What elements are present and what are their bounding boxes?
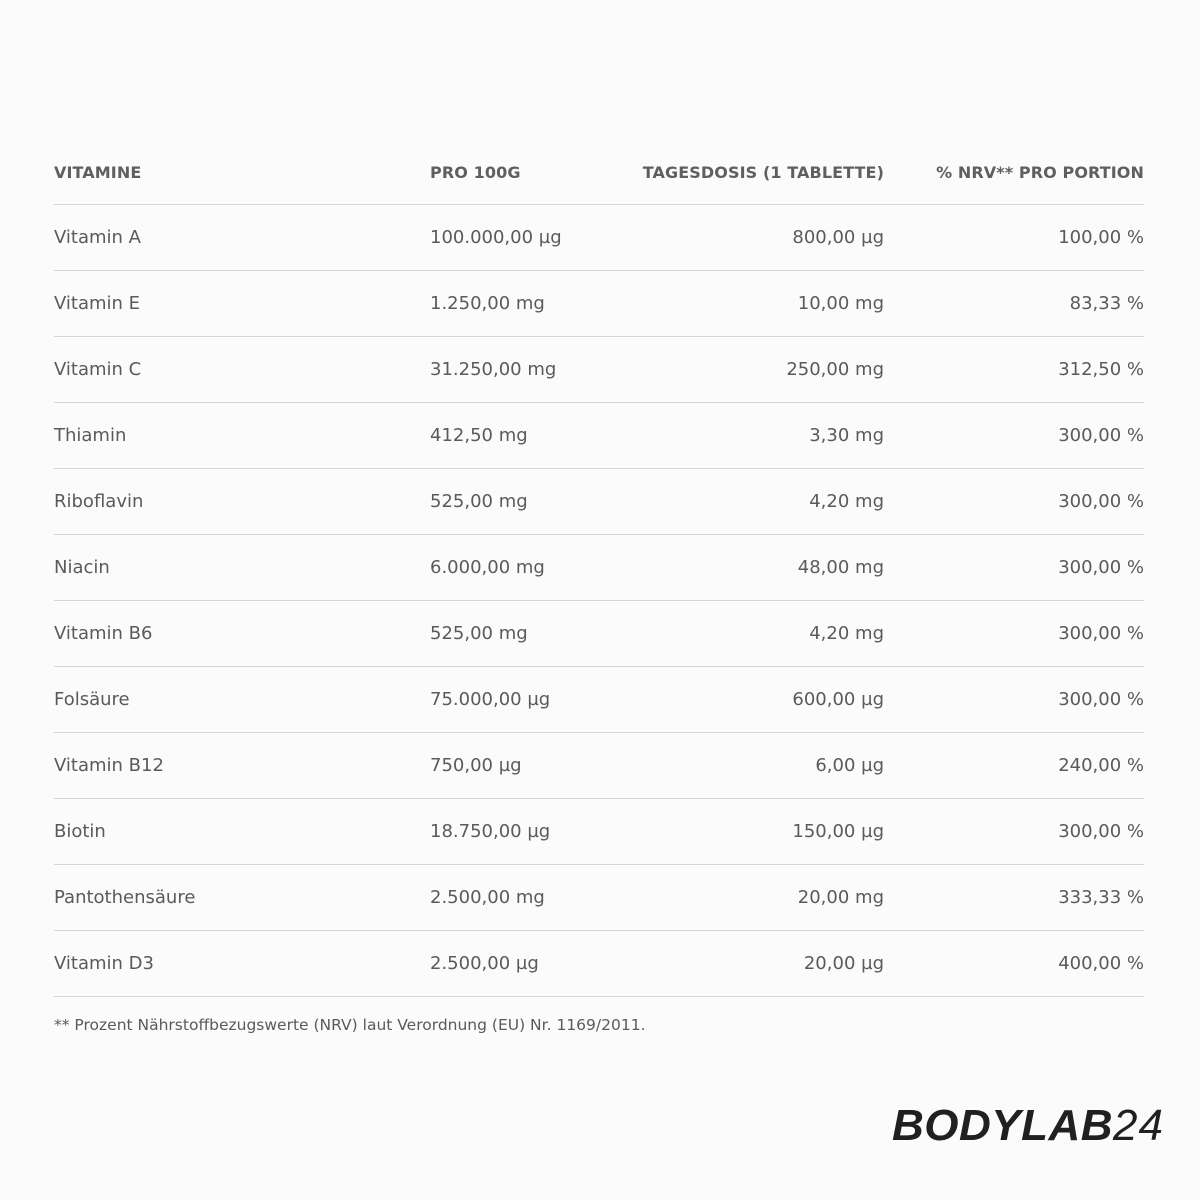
table-row: [54, 799, 1144, 865]
pro-100g-value: 6.000,00 mg: [430, 557, 545, 578]
nrv-percent: 400,00 %: [1058, 953, 1144, 974]
vitamin-name: Vitamin D3: [54, 953, 154, 974]
table-row: [54, 337, 1144, 403]
vitamin-table: [54, 140, 1144, 997]
header-tagesdosis: TAGESDOSIS (1 TABLETTE): [642, 162, 884, 182]
daily-dose-value: 150,00 µg: [792, 821, 884, 842]
daily-dose-value: 800,00 µg: [792, 227, 884, 248]
pro-100g-value: 525,00 mg: [430, 491, 528, 512]
pro-100g-value: 100.000,00 µg: [430, 227, 562, 248]
table-row: [54, 469, 1144, 535]
vitamin-name: Folsäure: [54, 689, 130, 710]
daily-dose-value: 48,00 mg: [797, 557, 884, 578]
vitamin-name: Biotin: [54, 821, 106, 842]
vitamin-name: Vitamin E: [54, 293, 141, 314]
daily-dose-value: 20,00 mg: [797, 887, 884, 908]
nrv-percent: 300,00 %: [1058, 425, 1144, 446]
nrv-percent: 83,33 %: [1069, 293, 1144, 314]
table-body: [54, 205, 1144, 997]
nrv-percent: 333,33 %: [1058, 887, 1144, 908]
pro-100g-value: 31.250,00 mg: [430, 359, 557, 380]
pro-100g-value: 75.000,00 µg: [430, 689, 551, 710]
nrv-percent: 312,50 %: [1058, 359, 1144, 380]
logo-brand: BODYLAB: [891, 1101, 1114, 1150]
header-pro-100g: PRO 100G: [430, 162, 521, 182]
table-row: [54, 667, 1144, 733]
nrv-percent: 300,00 %: [1058, 623, 1144, 644]
daily-dose-value: 600,00 µg: [792, 689, 884, 710]
pro-100g-value: 1.250,00 mg: [430, 293, 545, 314]
logo-number: 24: [1113, 1101, 1164, 1150]
daily-dose-value: 250,00 mg: [786, 359, 884, 380]
daily-dose-value: 20,00 µg: [803, 953, 884, 974]
pro-100g-value: 2.500,00 µg: [430, 953, 539, 974]
daily-dose-value: 4,20 mg: [809, 623, 884, 644]
vitamin-name: Vitamin A: [54, 227, 141, 248]
pro-100g-value: 412,50 mg: [430, 425, 528, 446]
vitamin-name: Niacin: [54, 557, 110, 578]
pro-100g-value: 18.750,00 µg: [430, 821, 551, 842]
bodylab24-logo: [892, 1100, 1164, 1152]
table-header-row: [54, 140, 1144, 205]
vitamin-name: Vitamin B6: [54, 623, 153, 644]
header-vitamine: VITAMINE: [54, 162, 142, 182]
table-row: [54, 271, 1144, 337]
table-row: [54, 931, 1144, 997]
daily-dose-value: 4,20 mg: [809, 491, 884, 512]
table-row: [54, 535, 1144, 601]
pro-100g-value: 525,00 mg: [430, 623, 528, 644]
table-row: [54, 205, 1144, 271]
table-row: [54, 733, 1144, 799]
table-row: [54, 601, 1144, 667]
nrv-percent: 300,00 %: [1058, 491, 1144, 512]
vitamin-name: Riboflavin: [54, 491, 144, 512]
vitamin-name: Vitamin B12: [54, 755, 164, 776]
nrv-percent: 240,00 %: [1058, 755, 1144, 776]
nrv-percent: 300,00 %: [1058, 689, 1144, 710]
nrv-percent: 100,00 %: [1058, 227, 1144, 248]
header-nrv: % NRV** PRO PORTION: [936, 162, 1144, 182]
vitamin-name: Thiamin: [54, 425, 127, 446]
daily-dose-value: 10,00 mg: [797, 293, 884, 314]
vitamin-name: Vitamin C: [54, 359, 142, 380]
daily-dose-value: 6,00 µg: [815, 755, 884, 776]
footnote: ** Prozent Nährstoffbezugswerte (NRV) laut Verordnung (EU) Nr. 1169/2011.: [54, 1016, 646, 1034]
table-row: [54, 865, 1144, 931]
nrv-percent: 300,00 %: [1058, 557, 1144, 578]
pro-100g-value: 750,00 µg: [430, 755, 522, 776]
table-row: [54, 403, 1144, 469]
nrv-percent: 300,00 %: [1058, 821, 1144, 842]
pro-100g-value: 2.500,00 mg: [430, 887, 545, 908]
vitamin-name: Pantothensäure: [54, 887, 196, 908]
daily-dose-value: 3,30 mg: [809, 425, 884, 446]
